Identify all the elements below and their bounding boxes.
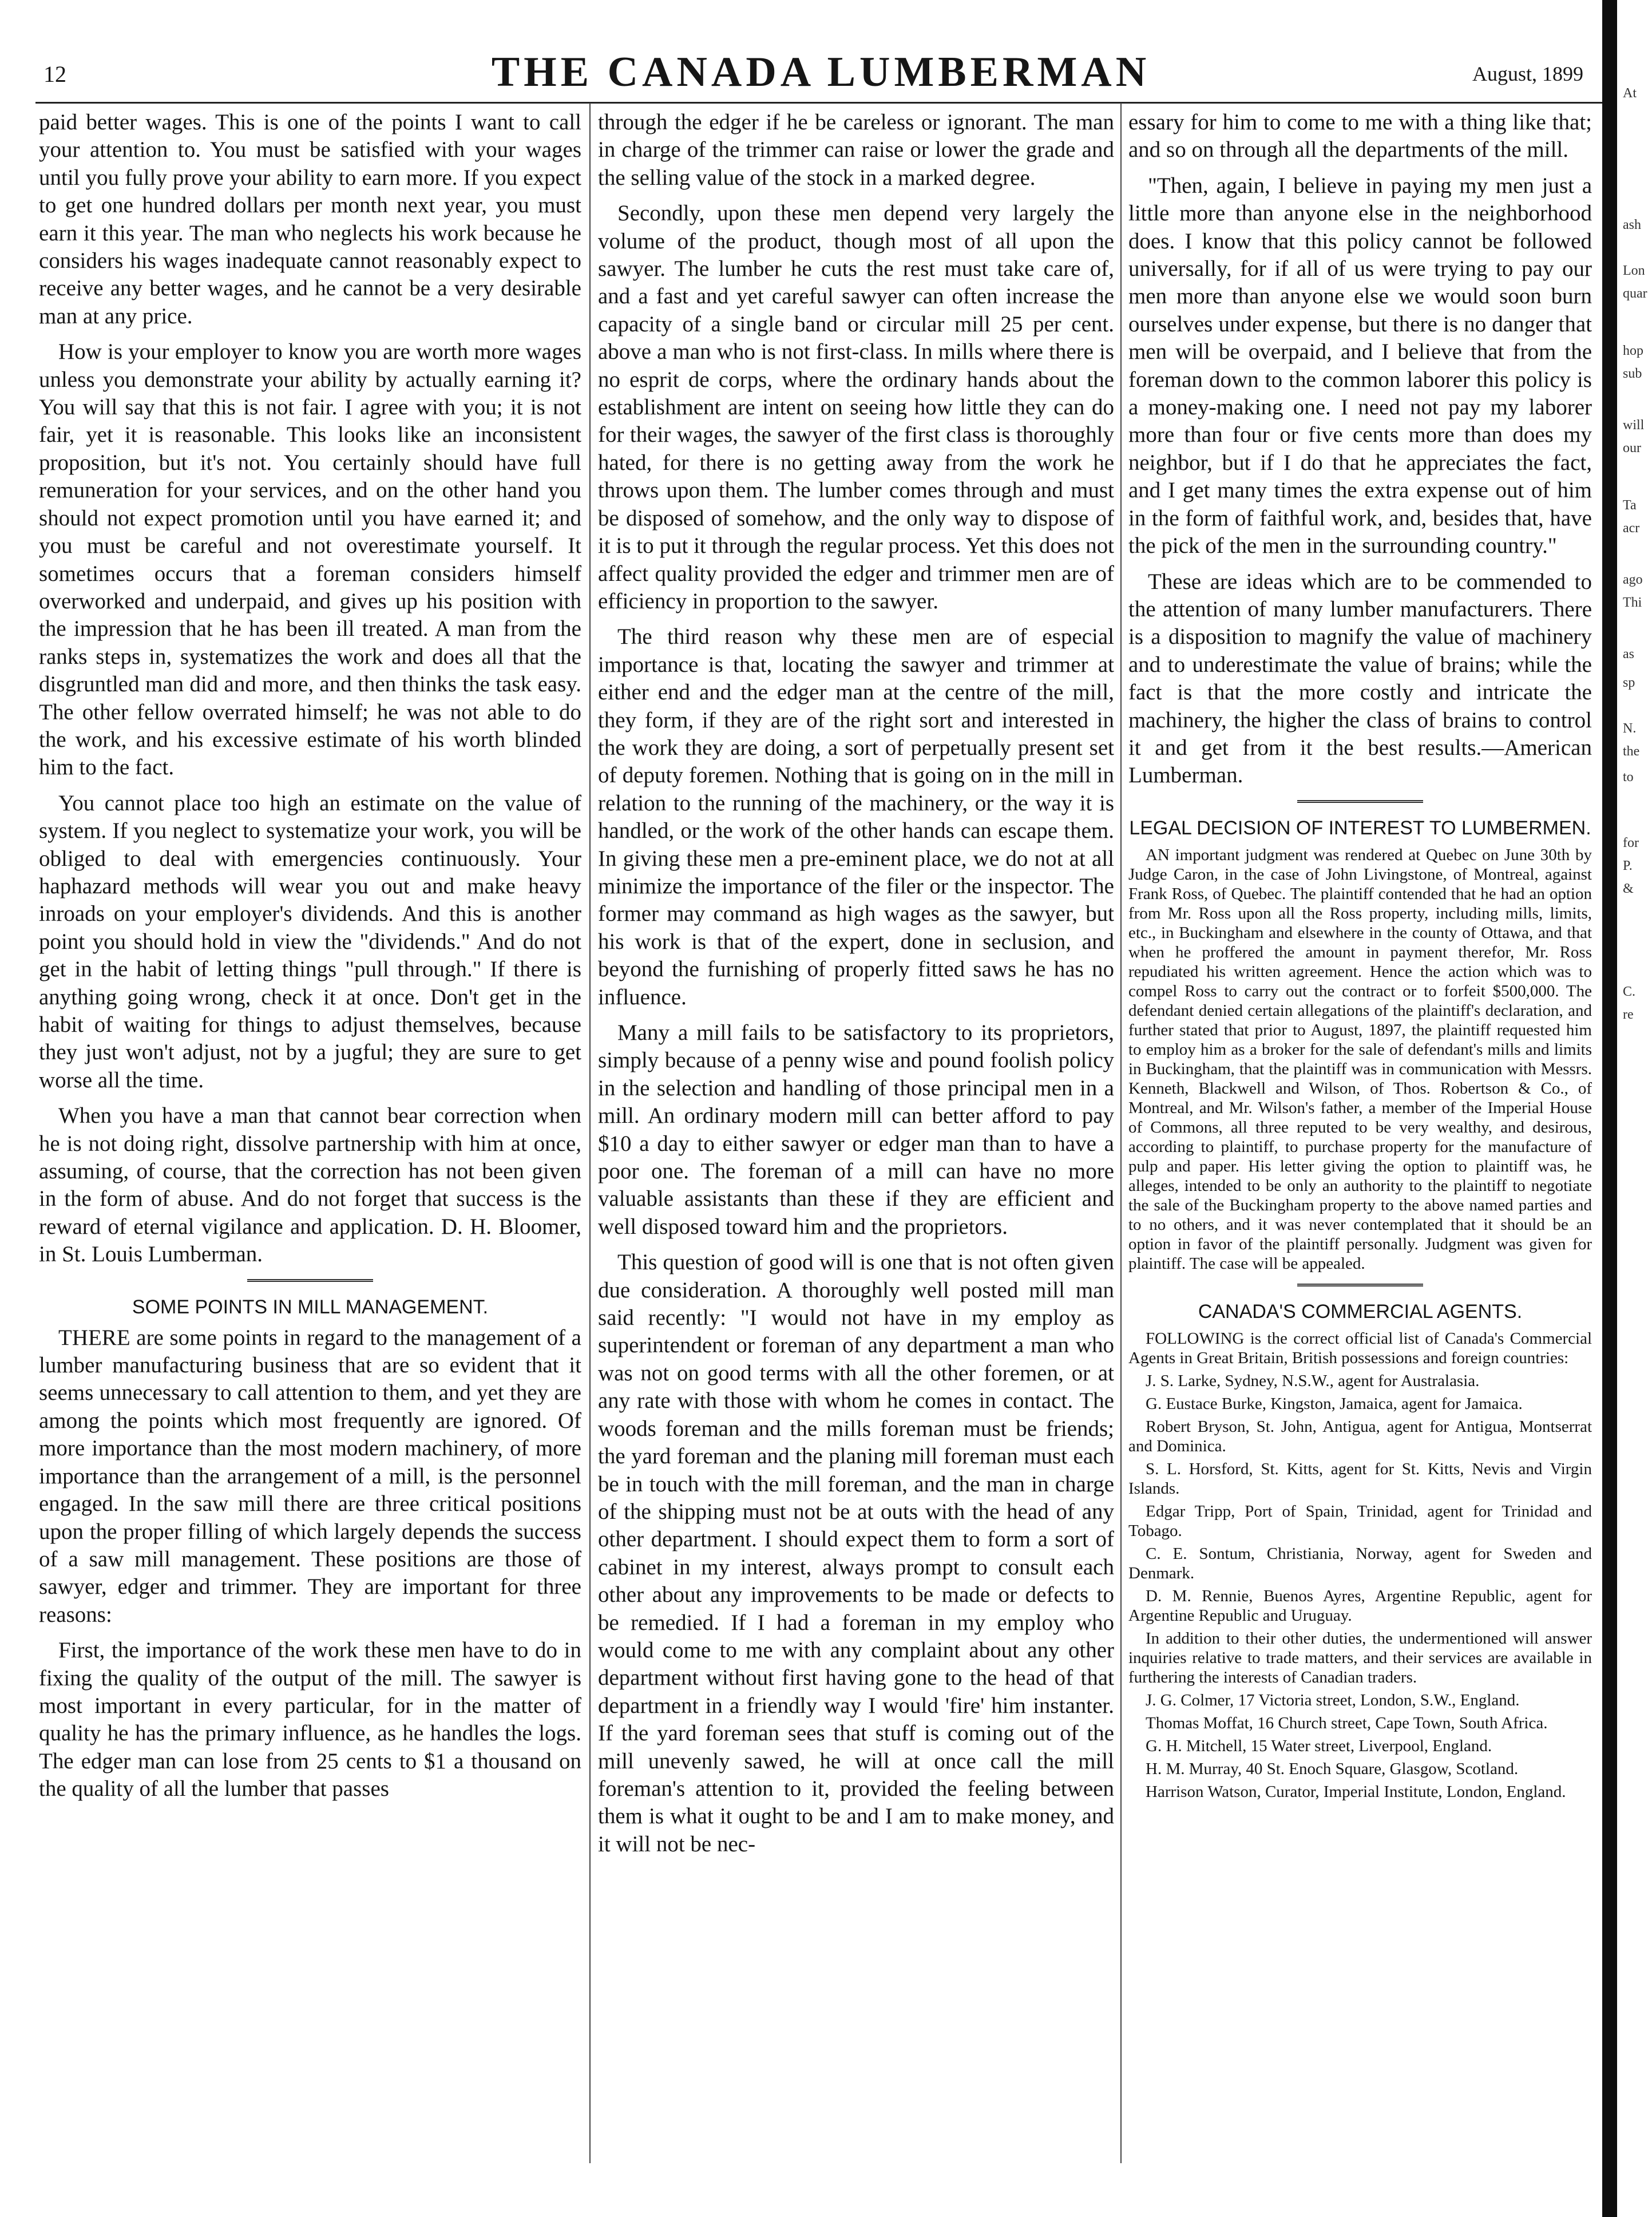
paragraph: When you have a man that cannot bear correction when he is not doing right, dissolve partnership with him at once, assuming, of course, that the correction has not been given in the form of abuse. And do not forget that success is the reward of eternal vigilance and application. D. H. Bloomer, in St. Louis Lumberman. <box>39 1103 581 1267</box>
article-separator <box>1297 1284 1423 1286</box>
paragraph: THERE are some points in regard to the management of a lumber manufacturing business that are so evident that it seems unnecessary to call attention to them, and yet they are among the points which most frequently are ignored. Of more importance than the most modern machinery, of more importance than the arrangement of a mill, is the personnel engaged. In the saw mill there are three critical positions upon the proper filling of which largely depends the success of a saw mill management. These positions are those of sawyer, edger and trimmer. They are important for three reasons: <box>39 1325 581 1627</box>
list-item: Robert Bryson, St. John, Antigua, agent for Antigua, Montserrat and Dominica. <box>1128 1417 1592 1455</box>
list-item: Thomas Moffat, 16 Church street, Cape Town, South Africa. <box>1146 1713 1548 1732</box>
margin-fragment: hop <box>1623 343 1643 358</box>
column-1 <box>39 109 581 2169</box>
margin-fragment: At <box>1623 86 1637 101</box>
header-rule <box>35 102 1606 104</box>
list-item: Harrison Watson, Curator, Imperial Institute, London, England. <box>1146 1782 1566 1801</box>
list-item: J. S. Larke, Sydney, N.S.W., agent for Australasia. <box>1146 1371 1480 1390</box>
paragraph: In addition to their other duties, the undermentioned will answer inquiries relative to trade matters, and their services are available in furthering the interests of Canadian traders. <box>1128 1629 1592 1686</box>
paragraph: AN important judgment was rendered at Quebec on June 30th by Judge Caron, in the case of John Livingstone, of Montreal, against Frank Ross, of Quebec. The plaintiff contended that he had an option from Mr. Ross upon all the Ross property, including mills, limits, etc., in Buckingham and elsewhere in the county of Ottawa, and that when he proffered the amount in payment therefor, Mr. Ross repudiated his written agreement. Hence the action which was to compel Ross to carry out the contract or to forfeit $500,000. The defendant denied certain allegations of the plaintiff's declaration, and further stated that prior to August, 1897, the plaintiff requested him to employ him as a broker for the sale of defendant's mills and limits in Buckingham, that the plaintiff was in communication with Messrs. Kenneth, Blackwell and Wilson, of Thos. Robertson & Co., of Montreal, and Mr. Wilson's father, a member of the Imperial House of Commons, all three reputed to be very wealthy, and desirous, according to plaintiff, to purchase property for the manufacture of pulp and paper. His letter giving the option to plaintiff was, he alleges, intended to be only an authority to the plaintiff to negotiate the sale of the Buckingham property to the above named parties and to no others, and it was never contemplated that it should be an option in favor of the plaintiff personally. Judgment was given for plaintiff. The case will be appealed. <box>1128 845 1592 1273</box>
article-heading: SOME POINTS IN MILL MANAGEMENT. <box>132 1296 489 1318</box>
margin-fragment: P. <box>1623 858 1633 873</box>
newspaper-title: THE CANADA LUMBERMAN <box>491 49 1151 96</box>
margin-fragment: re <box>1623 1007 1634 1022</box>
legal-article <box>1128 845 1592 1273</box>
agents-list <box>1128 1329 1592 1802</box>
margin-fragment: sub <box>1623 366 1642 381</box>
margin-fragment: as <box>1623 647 1634 662</box>
margin-fragment: Thi <box>1623 595 1642 610</box>
page-number: 12 <box>43 61 66 87</box>
paragraph: First, the importance of the work these men have to do in fixing the quality of the output of the mill. The sawyer is most important in every particular, for in the matter of quality he has the primary influence, as he handles the logs. The edger man can lose from 25 cents to $1 a thousand on the quality of all the lumber that passes <box>39 1638 581 1802</box>
paragraph: essary for him to come to me with a thing like that; and so on through all the departments of the mill. <box>1128 110 1592 163</box>
margin-fragment: Ta <box>1623 498 1637 513</box>
list-item: Edgar Tripp, Port of Spain, Trinidad, agent for Trinidad and Tobago. <box>1128 1502 1592 1540</box>
margin-fragment: C. <box>1623 984 1636 999</box>
margin-fragment: N. <box>1623 721 1637 736</box>
paragraph: These are ideas which are to be commended to the attention of many lumber manufacturers. There is a disposition to magnify the value of machinery and to underestimate the value of brains; while the fact is that the more costly and intricate the machinery, the higher the class of brains to control it and get from it the best results.—American Lumberman. <box>1128 569 1592 788</box>
margin-fragment: our <box>1623 441 1641 456</box>
binding-shadow <box>1602 0 1617 2217</box>
margin-fragment: quar <box>1623 286 1647 301</box>
list-item: D. M. Rennie, Buenos Ayres, Argentine Republic, agent for Argentine Republic and Uruguay. <box>1128 1586 1592 1625</box>
margin-fragment: sp <box>1623 675 1635 690</box>
list-item: S. L. Horsford, St. Kitts, agent for St. Kitts, Nevis and Virgin Islands. <box>1128 1459 1592 1498</box>
list-item: C. E. Sontum, Christiania, Norway, agent for Sweden and Denmark. <box>1128 1544 1592 1582</box>
margin-fragment: ago <box>1623 572 1643 587</box>
margin-fragment: the <box>1623 744 1640 759</box>
issue-date: August, 1899 <box>1472 62 1583 85</box>
paragraph: The third reason why these men are of especial importance is that, locating the sawyer and trimmer at either end and the edger man at the centre of the mill, they form, if they are of the right sort and interested in the work they are doing, a sort of perpetually present set of deputy foremen. Nothing that is going on in the mill in relation to the running of the machinery, or the way it is handled, or the work of the other hands can escape them. In giving these men a pre-eminent place, we do not at all minimize the importance of the filer or the inspector. The former may command as high wages as the sawyer, but his work is that of the expert, done in seclusion, and beyond the furnishing of properly fitted saws he has no influence. <box>598 624 1114 1009</box>
margin-fragment: ash <box>1623 217 1641 232</box>
paragraph: How is your employer to know you are worth more wages unless you demonstrate your ability by actually earning it? You will say that this is not fair. I agree with you; it is not fair, yet it is reasonable. This looks like an inconsistent proposition, but it's not. You certainly should have full remuneration for your services, and on the other hand you should not expect promotion until you have earned it; and you must be careful and not overestimate yourself. It sometimes occurs that a foreman considers himself overworked and underpaid, and gives up his position with the impression that he has been ill treated. A man from the ranks steps in, systematizes the work and does all that the disgruntled man did and more, and then thinks the task easy. The other fellow overrated himself; he was not able to do the work, and his excessive estimate of his worth blinded him to the fact. <box>39 339 581 780</box>
article-separator <box>247 1279 373 1282</box>
article-heading: CANADA'S COMMERCIAL AGENTS. <box>1198 1300 1523 1323</box>
page-edge-binding <box>1602 0 1652 2217</box>
article-heading: LEGAL DECISION OF INTEREST TO LUMBERMEN. <box>1129 817 1591 839</box>
margin-fragment: Lon <box>1623 263 1645 278</box>
article-separator <box>1297 800 1423 803</box>
paragraph: through the edger if he be careless or ignorant. The man in charge of the trimmer can raise or lower the grade and the selling value of the stock in a marked degree. <box>598 110 1114 190</box>
paragraph: You cannot place too high an estimate on the value of system. If you neglect to systematize your work, you will be obliged to deal with emergencies continuously. Your haphazard methods will wear you out and make heavy inroads on your employer's dividends. And this is another point you should hold in view the "dividends." And do not get in the habit of letting things "pull through." If there is anything going wrong, check it at once. Don't get in the habit of waiting for things to adjust themselves, because they just won't adjust, not by a jugful; they are sure to get worse all the time. <box>39 790 581 1092</box>
list-item: G. H. Mitchell, 15 Water street, Liverpool, England. <box>1146 1736 1492 1755</box>
paragraph: This question of good will is one that is not often given due consideration. A thoroughly well posted mill man said recently: "I would not have in my employ as superintendent or foreman of any department a man who was not on good terms with all the other foremen, or at any rate with those with whom he comes in contact. The woods foreman and the mills foreman must be friends; the yard foreman and the planing mill foreman must each be in touch with the mill foreman, and the man in charge of the shipping must not be at outs with the head of any other department. I should expect them to form a sort of cabinet in my interest, always prompt to consult each other about any improvements to be made or defects to be remedied. If I had a foreman in my employ who would come to me with any complaint about any other department without first having gone to the head of that department in a friendly way I would 'fire' him instanter. If the yard foreman sees that stuff is coming out of the mill unevenly sawed, he will at once call the mill foreman's attention to it, provided the feeling between them is what it ought to be and I am to make money, and it will not be nec- <box>598 1250 1114 1856</box>
margin-fragment: & <box>1623 881 1634 896</box>
column-2 <box>598 109 1114 2169</box>
paragraph: paid better wages. This is one of the points I want to call your attention to. You must be satisfied with your wages until you fully prove your ability to earn more. If you expect to get one hundred dollars per month next year, you must earn it this year. The man who neglects his work because he considers his wages inadequate cannot reasonably expect to receive any better wages, and he cannot be a very desirable man at any price. <box>39 110 581 328</box>
margin-fragment: acr <box>1623 521 1640 536</box>
list-item: H. M. Murray, 40 St. Enoch Square, Glasgow, Scotland. <box>1146 1759 1519 1778</box>
paragraph: FOLLOWING is the correct official list of Canada's Commercial Agents in Great Britain, British possessions and foreign countries: <box>1128 1329 1592 1367</box>
masthead <box>35 48 1606 101</box>
list-item: G. Eustace Burke, Kingston, Jamaica, agent for Jamaica. <box>1146 1394 1523 1413</box>
column-3 <box>1128 109 1592 2169</box>
paragraph: Many a mill fails to be satisfactory to its proprietors, simply because of a penny wise and pound foolish policy in the selection and handling of those principal men in a mill. An ordinary modern mill can better afford to pay $10 a day to either sawyer or edger man than to have a poor one. The foreman of a mill can have no more valuable assistants than these if they are efficient and well disposed toward him and the proprietors. <box>598 1020 1114 1239</box>
paragraph: Secondly, upon these men depend very largely the volume of the product, though most of all upon the sawyer. The lumber he cuts the rest must take care of, and a fast and yet careful sawyer can often increase the capacity of a single band or circular mill 25 per cent. above a man who is not first-class. In mills where there is no esprit de corps, where the ordinary hands about the establishment are intent on seeing how little they can do for their wages, the sawyer of the first class is thoroughly hated, for there is no getting away from the work he throws upon them. The lumber comes through and must be disposed of somehow, and the only way to dispose of it is to put it through the regular process. Yet this does not affect quality provided the edger and trimmer men are of efficiency in proportion to the sawyer. <box>598 201 1114 613</box>
column-divider <box>1120 103 1122 2163</box>
margin-fragment: for <box>1623 836 1639 850</box>
margin-fragment: to <box>1623 770 1634 785</box>
paragraph: "Then, again, I believe in paying my men just a little more than anyone else in the neighborhood does. I know that this policy cannot be followed universally, for if all of us were trying to pay our men more than anyone else we would soon burn ourselves under expense, but there is no danger that men will be overpaid, and I believe that from the foreman down to the common laborer this policy is a money-making one. I need not pay my laborer more than four or five cents more than does my neighbor, but if I do that he appreciates the fact, and I get many times the extra expense out of him in the form of faithful work, and, besides that, have the pick of the men in the surrounding country." <box>1128 173 1592 559</box>
column-divider <box>589 103 591 2163</box>
margin-fragment: will <box>1623 418 1645 433</box>
list-item: J. G. Colmer, 17 Victoria street, London, S.W., England. <box>1146 1691 1520 1709</box>
